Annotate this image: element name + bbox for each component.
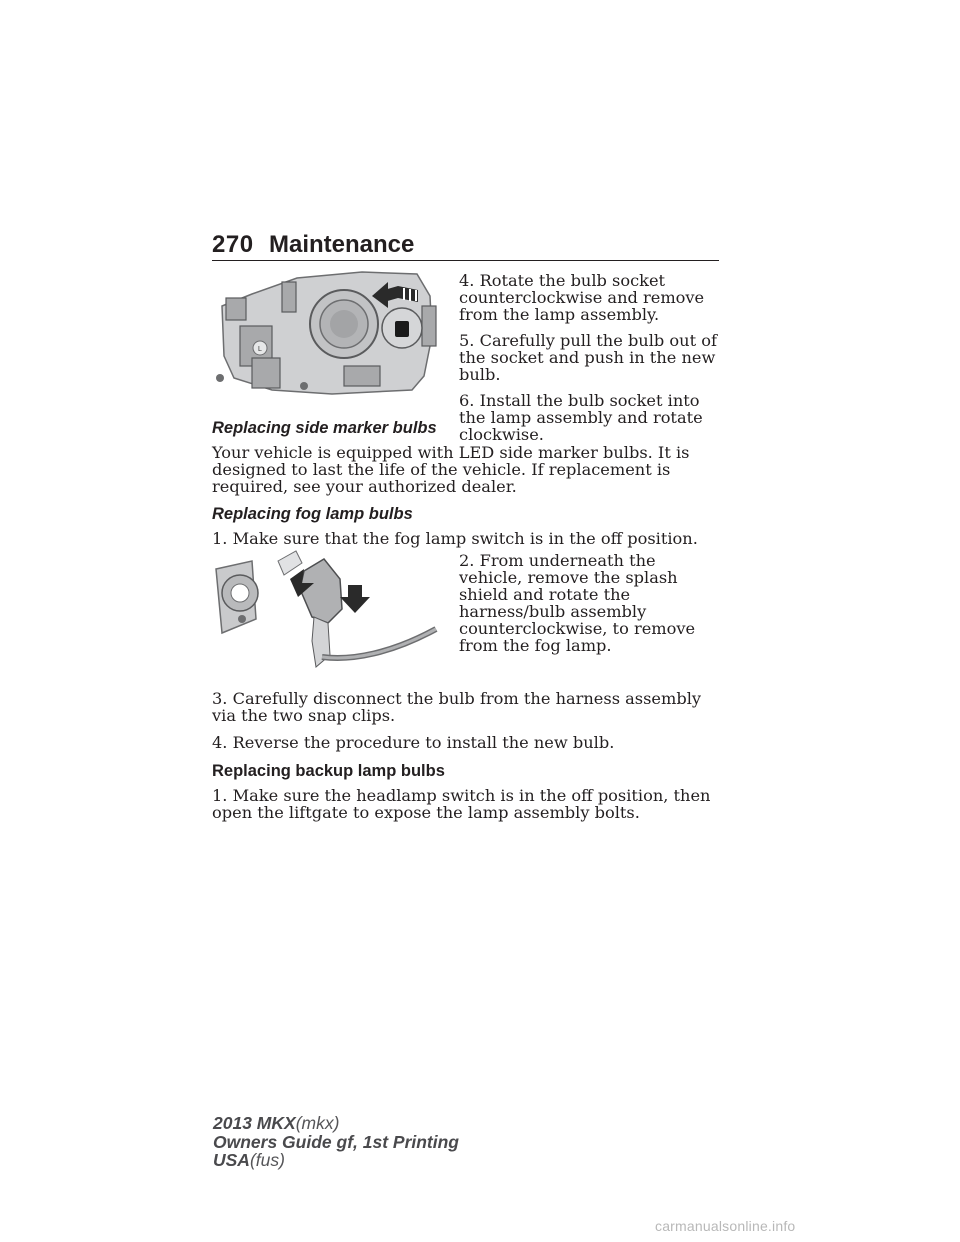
footer-model: 2013 MKX: [213, 1113, 296, 1133]
page-number: 270: [212, 231, 254, 258]
footer-line-3: [213, 1151, 459, 1170]
headlamp-assembly-illustration: [212, 266, 444, 400]
print-footer: [213, 1114, 459, 1170]
header-rule: [212, 260, 719, 261]
fog-lamp-illustration: [212, 549, 438, 673]
footer-line-1: [213, 1114, 459, 1133]
headlamp-dial-label: L: [258, 346, 262, 353]
fog-lamp-step-3: 3. Carefully disconnect the bulb from the harness assembly via the two snap clips.: [212, 689, 702, 725]
side-marker-heading: Replacing side marker bulbs: [212, 419, 437, 437]
backup-lamp-step-1: 1. Make sure the headlamp switch is in the off position, then open the liftgate to expose the lamp assembly bolts.: [212, 786, 711, 822]
headlamp-step-5: 5. Carefully pull the bulb out of the socket and push in the new bulb.: [459, 331, 717, 384]
footer-model-code: (mkx): [295, 1113, 340, 1133]
section-title: Maintenance: [269, 231, 415, 258]
backup-lamp-heading: Replacing backup lamp bulbs: [212, 762, 445, 780]
footer-line-2: [213, 1133, 459, 1152]
fog-lamp-step-1: 1. Make sure that the fog lamp switch is in the off position.: [212, 529, 698, 548]
fog-lamp-step-4: 4. Reverse the procedure to install the new bulb.: [212, 733, 615, 752]
footer-market: USA: [213, 1150, 250, 1170]
headlamp-step-6: 6. Install the bulb socket into the lamp assembly and rotate clockwise.: [459, 391, 703, 444]
headlamp-steps: [459, 272, 721, 443]
footer-edition: Owners Guide gf, 1st Printing: [213, 1131, 459, 1152]
fog-lamp-heading: Replacing fog lamp bulbs: [212, 505, 413, 523]
footer-market-code: (fus): [249, 1150, 285, 1170]
fog-lamp-step-2: 2. From underneath the vehicle, remove the splash shield and rotate the harness/bulb assembly counterclockwise, to remove from the fog lamp.: [459, 551, 696, 655]
side-marker-text: Your vehicle is equipped with LED side marker bulbs. It is designed to last the life of the vehicle. If replacement is required, see your authorized dealer.: [212, 443, 690, 496]
headlamp-step-4: 4. Rotate the bulb socket counterclockwise and remove from the lamp assembly.: [459, 271, 705, 324]
site-watermark: carmanualsonline.info: [655, 1218, 796, 1234]
